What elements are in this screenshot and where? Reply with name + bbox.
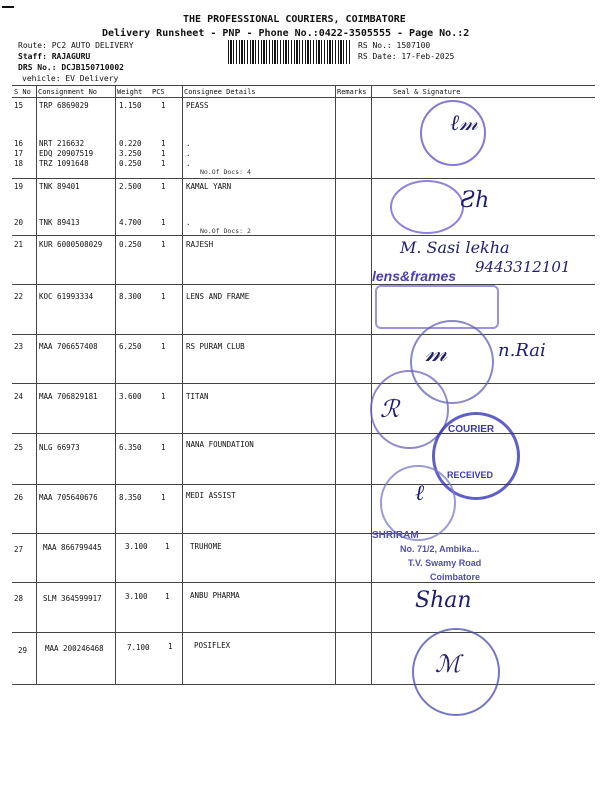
company-stamp-line-1: SHRIRAM: [372, 530, 419, 541]
row-pcs: 1: [168, 642, 173, 651]
row-consignee: TITAN: [186, 392, 209, 401]
col-seal-signature: Seal & Signature: [393, 88, 461, 96]
signature-mark: ℓ𝓂: [450, 111, 478, 136]
row-pcs: 1: [161, 292, 166, 301]
col-consignment: Consignment No: [38, 88, 98, 96]
signature-mark: 𝓂: [425, 338, 448, 368]
row-pcs: 1: [161, 101, 166, 110]
corner-mark: [2, 6, 14, 8]
rs-date: RS Date: 17-Feb-2025: [358, 52, 455, 61]
row-consignment: NRT 216632: [39, 139, 85, 148]
row-consignment: MAA 705640676: [39, 493, 98, 502]
row-weight: 0.220: [119, 139, 142, 148]
stamp-seal: [390, 180, 464, 234]
rs-number: RS No.: 1507100: [358, 41, 431, 50]
row-weight: 3.100: [125, 542, 148, 551]
signature-mark: ℛ: [380, 395, 400, 423]
row-pcs: 1: [161, 240, 166, 249]
row-sno: 16: [14, 139, 24, 148]
row-sno: 28: [14, 594, 24, 603]
row-consignment: NLG 66973: [39, 443, 80, 452]
handwritten-phone: 9443312101: [475, 258, 571, 276]
row-pcs: 1: [161, 159, 166, 168]
row-consignee: RAJESH: [186, 240, 214, 249]
row-weight: 0.250: [119, 159, 142, 168]
row-consignee: MEDI ASSIST: [186, 491, 236, 500]
row-consignment: TNK 89401: [39, 182, 80, 191]
row-weight: 3.600: [119, 392, 142, 401]
row-weight: 6.350: [119, 443, 142, 452]
company-title: THE PROFESSIONAL COURIERS, COIMBATORE: [183, 14, 406, 25]
company-stamp-line-3: T.V. Swamy Road: [408, 558, 482, 568]
row-pcs: 1: [161, 443, 166, 452]
row-consignee: ANBU PHARMA: [190, 591, 240, 600]
company-stamp-line-4: Coimbatore: [430, 572, 481, 582]
row-pcs: 1: [165, 542, 170, 551]
row-sno: 27: [14, 545, 24, 554]
row-pcs: 1: [161, 218, 166, 227]
row-pcs: 1: [161, 182, 166, 191]
row-consignee: NANA FOUNDATION: [186, 440, 254, 449]
row-weight: 6.250: [119, 342, 142, 351]
row-consignee: .: [186, 218, 191, 227]
signature-mark: ℓ: [415, 481, 425, 506]
handwritten-name: M. Sasi lekha: [400, 238, 510, 257]
vehicle-label: vehicle: EV Delivery: [22, 74, 119, 83]
row-sno: 21: [14, 240, 24, 249]
row-sno: 18: [14, 159, 24, 168]
row-consignment: TNK 89413: [39, 218, 80, 227]
signature-mark: n.Rai: [498, 340, 546, 361]
row-weight: 2.500: [119, 182, 142, 191]
staff-label: Staff: RAJAGURU: [18, 52, 91, 61]
row-weight: 8.350: [119, 493, 142, 502]
row-consignee: LENS AND FRAME: [186, 292, 250, 301]
row-weight: 4.700: [119, 218, 142, 227]
col-weight: Weight: [117, 88, 143, 96]
row-sno: 20: [14, 218, 24, 227]
row-weight: 3.100: [125, 592, 148, 601]
row-consignment: EDQ 20907519: [39, 149, 94, 158]
col-consignee: Consignee Details: [184, 88, 256, 96]
row-consignment: KUR 6000508029: [39, 240, 103, 249]
row-pcs: 1: [161, 392, 166, 401]
row-consignment: SLM 364599917: [43, 594, 102, 603]
row-weight: 7.100: [127, 643, 150, 652]
row-consignee: POSIFLEX: [194, 641, 231, 650]
runsheet-subtitle: Delivery Runsheet - PNP - Phone No.:0422-3505555 - Page No.:2: [102, 28, 470, 39]
row-consignment: TRP 6869029: [39, 101, 89, 110]
row-sno: 17: [14, 149, 24, 158]
courier-stamp-top: COURIER: [448, 424, 495, 435]
row-consignee: PEASS: [186, 101, 209, 110]
drs-label: DRS No.: DCJB150710002: [18, 63, 124, 72]
row-consignment: MAA 200246468: [45, 644, 104, 653]
signature-mark: Ƨh: [460, 188, 490, 213]
row-weight: 1.150: [119, 101, 142, 110]
row-pcs: 1: [165, 592, 170, 601]
row-consignment: MAA 706829181: [39, 392, 98, 401]
row-consignment: TRZ 1091648: [39, 159, 89, 168]
col-sno: S No: [14, 88, 31, 96]
signature-mark: Shan: [415, 588, 472, 613]
row-weight: 3.250: [119, 149, 142, 158]
row-sno: 15: [14, 101, 24, 110]
row-sno: 29: [18, 646, 28, 655]
docs-count: No.Of Docs: 4: [200, 168, 251, 176]
row-sno: 19: [14, 182, 24, 191]
row-consignee: .: [186, 159, 191, 168]
barcode: [228, 40, 350, 64]
row-sno: 24: [14, 392, 24, 401]
row-weight: 8.300: [119, 292, 142, 301]
row-consignee: RS PURAM CLUB: [186, 342, 245, 351]
row-sno: 25: [14, 443, 24, 452]
row-weight: 0.250: [119, 240, 142, 249]
row-pcs: 1: [161, 493, 166, 502]
row-sno: 22: [14, 292, 24, 301]
row-consignee: .: [186, 139, 191, 148]
row-sno: 26: [14, 493, 24, 502]
row-consignment: MAA 706657408: [39, 342, 98, 351]
row-pcs: 1: [161, 139, 166, 148]
docs-count: No.Of Docs: 2: [200, 227, 251, 235]
row-sno: 23: [14, 342, 24, 351]
col-pcs: PCS: [152, 88, 165, 96]
signature-mark: ℳ: [435, 650, 461, 678]
row-consignee: .: [186, 149, 191, 158]
route-label: Route: PC2 AUTO DELIVERY: [18, 41, 134, 50]
row-pcs: 1: [161, 342, 166, 351]
row-consignee: TRUHOME: [190, 542, 222, 551]
row-consignee: KAMAL YARN: [186, 182, 232, 191]
row-consignment: MAA 866799445: [43, 543, 102, 552]
col-remarks: Remarks: [337, 88, 367, 96]
courier-stamp-bottom: RECEIVED: [447, 470, 494, 480]
lens-frames-stamp: lens&frames: [372, 268, 457, 284]
row-consignment: KOC 61993334: [39, 292, 94, 301]
company-stamp-line-2: No. 71/2, Ambika...: [400, 544, 480, 554]
row-pcs: 1: [161, 149, 166, 158]
